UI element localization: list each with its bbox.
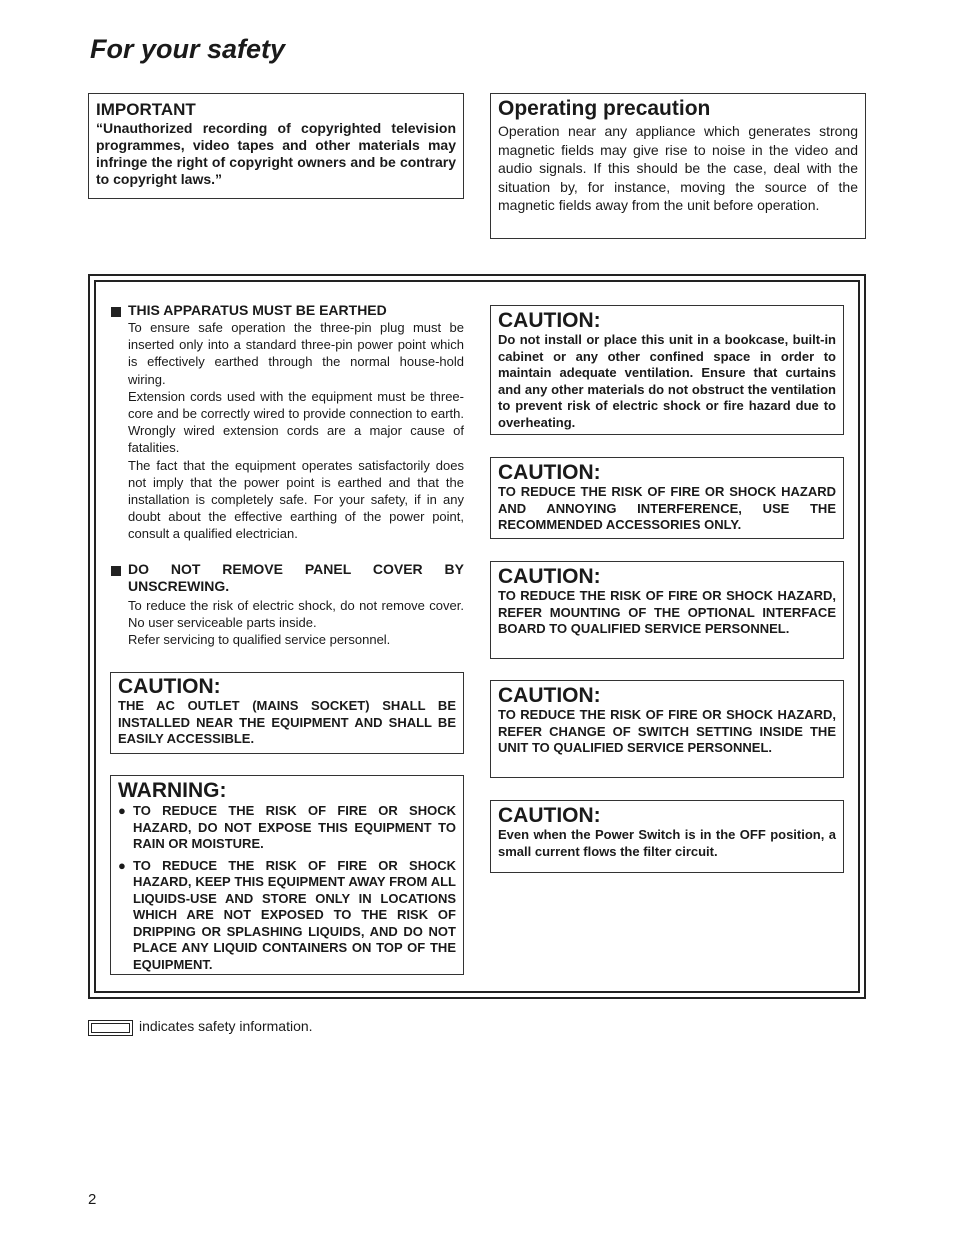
warning-item bbox=[118, 858, 456, 974]
caution-heading: CAUTION: bbox=[498, 684, 601, 707]
caution-interface-board-text: TO REDUCE THE RISK OF FIRE OR SHOCK HAZARD, REFER MOUNTING OF THE OPTIONAL INTERFACE BOARD TO QUALIFIED SERVICE PERSONNEL. bbox=[498, 588, 836, 636]
bullet-icon: ● bbox=[118, 857, 126, 873]
warning-item-text: TO REDUCE THE RISK OF FIRE OR SHOCK HAZARD, DO NOT EXPOSE THIS EQUIPMENT TO RAIN OR MOISTURE. bbox=[133, 803, 456, 851]
page-title: For your safety bbox=[90, 34, 286, 64]
square-bullet-icon bbox=[111, 307, 121, 317]
caution-heading: CAUTION: bbox=[498, 565, 601, 588]
caution-power-switch-box bbox=[490, 800, 844, 873]
bullet-icon: ● bbox=[118, 803, 126, 818]
earthed-heading: THIS APPARATUS MUST BE EARTHED bbox=[128, 302, 387, 318]
caution-switch-setting-text: TO REDUCE THE RISK OF FIRE OR SHOCK HAZARD, REFER CHANGE OF SWITCH SETTING INSIDE THE UNIT TO QUALIFIED SERVICE PERSONNEL. bbox=[498, 707, 836, 755]
panel-cover-text-1: To reduce the risk of electric shock, do not remove cover. No user serviceable parts inside. bbox=[128, 598, 464, 631]
operating-precaution-box bbox=[490, 93, 866, 239]
caution-heading: CAUTION: bbox=[498, 309, 601, 332]
panel-cover-section bbox=[128, 561, 464, 649]
caution-ventilation-box bbox=[490, 305, 844, 435]
page-number: 2 bbox=[88, 1191, 97, 1208]
important-text: “Unauthorized recording of copyrighted television programmes, video tapes and other materials may infringe the right of copyright owners and be contrary to copyright laws.” bbox=[96, 120, 456, 187]
earthed-section bbox=[128, 302, 464, 543]
panel-cover-heading: DO NOT REMOVE PANEL COVER BY UNSCREWING. bbox=[128, 561, 464, 594]
caution-ventilation-text: Do not install or place this unit in a bookcase, built-in cabinet or any other confined space in order to maintain adequate ventilation. Ensure that curtains and any other materials do not obstruct the ventilation to prevent risk of electric shock or fire hazard due to overheating. bbox=[498, 332, 836, 430]
caution-accessories-text: TO REDUCE THE RISK OF FIRE OR SHOCK HAZARD AND ANNOYING INTERFERENCE, USE THE RECOMMENDED ACCESSORIES ONLY. bbox=[498, 484, 836, 532]
warning-item-text: TO REDUCE THE RISK OF FIRE OR SHOCK HAZARD, KEEP THIS EQUIPMENT AWAY FROM ALL LIQUIDS-USE AND STORE ONLY IN LOCATIONS WHICH ARE NOT EXPOSED TO THE RISK OF DRIPPING OR SPLASHING LIQUIDS, AND DO NOT PLACE ANY LIQUID CONTAINERS ON TOP OF THE EQUIPMENT. bbox=[133, 857, 456, 972]
caution-heading: CAUTION: bbox=[118, 675, 221, 698]
operating-precaution-heading: Operating precaution bbox=[498, 97, 711, 120]
earthed-para-3: The fact that the equipment operates satisfactorily does not imply that the power point is earthed and that the installation is completely safe. For your safety, if in any doubt about the effective earthing of the power point, consult a qualified electrician. bbox=[128, 457, 464, 542]
important-heading: IMPORTANT bbox=[96, 100, 196, 119]
square-bullet-icon bbox=[111, 566, 121, 576]
warning-item bbox=[118, 803, 456, 853]
caution-power-switch-text: Even when the Power Switch is in the OFF position, a small current flows the filter circuit. bbox=[498, 827, 836, 859]
warning-heading: WARNING: bbox=[118, 779, 227, 802]
legend-text: indicates safety information. bbox=[139, 1018, 313, 1034]
caution-accessories-box bbox=[490, 457, 844, 539]
operating-precaution-text: Operation near any appliance which generates strong magnetic fields may give rise to noise in the video and audio signals. If this should be the case, deal with the situation by, for instance, moving the source of the magnetic fields away from the unit before operation. bbox=[498, 123, 858, 214]
caution-heading: CAUTION: bbox=[498, 461, 601, 484]
warning-box bbox=[110, 775, 464, 975]
caution-ac-outlet-box bbox=[110, 672, 464, 754]
caution-ac-text: THE AC OUTLET (MAINS SOCKET) SHALL BE INSTALLED NEAR THE EQUIPMENT AND SHALL BE EASILY ACCESSIBLE. bbox=[118, 698, 456, 746]
double-frame-icon bbox=[88, 1020, 133, 1036]
caution-heading: CAUTION: bbox=[498, 804, 601, 827]
earthed-para-2: Extension cords used with the equipment must be three-core and be correctly wired to provide connection to earth. Wrongly wired extension cords are a major cause of fatalities. bbox=[128, 388, 464, 456]
caution-interface-board-box bbox=[490, 561, 844, 659]
important-box bbox=[88, 93, 464, 199]
caution-switch-setting-box bbox=[490, 680, 844, 778]
panel-cover-text-2: Refer servicing to qualified service personnel. bbox=[128, 632, 391, 648]
earthed-para-1: To ensure safe operation the three-pin plug must be inserted only into a standard three-pin power point which is effectively earthed through the normal house-hold wiring. bbox=[128, 320, 464, 387]
